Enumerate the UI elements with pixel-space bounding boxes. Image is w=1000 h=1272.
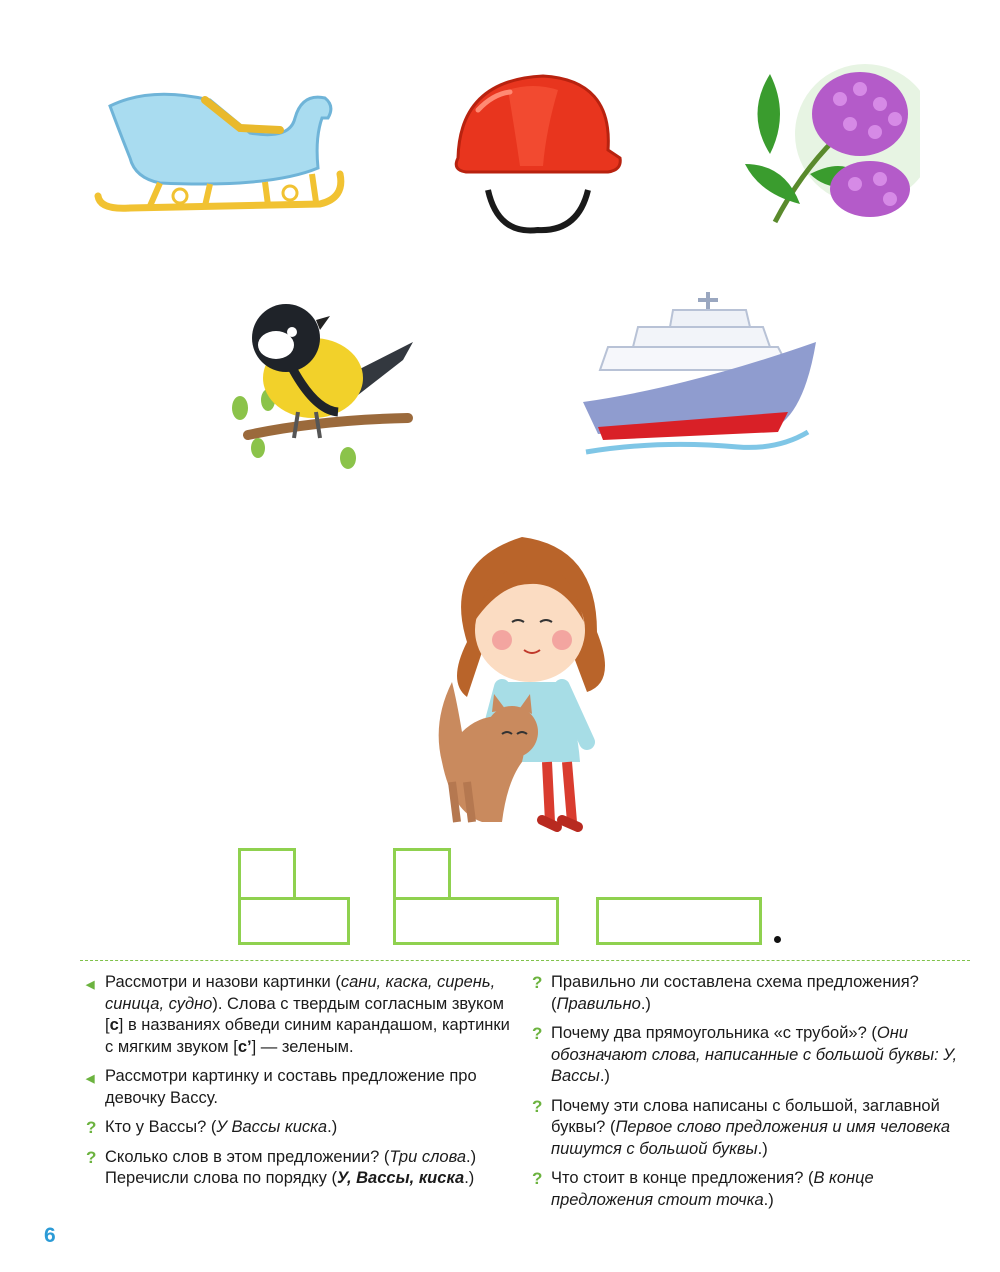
task-text: У Вассы киска	[216, 1118, 328, 1136]
task-text: .)	[464, 1169, 475, 1187]
task-text: Что стоит в конце предложения? (	[551, 1169, 814, 1187]
task-text: ] в названиях обведи синим карандашом, картинки с мягким звуком [	[105, 1016, 510, 1056]
task-item	[86, 1066, 516, 1109]
task-text: ). Слова с твердым согласным звуком [	[105, 994, 504, 1034]
question-mark-icon: ?	[86, 1118, 97, 1137]
sled-image	[90, 78, 355, 218]
scheme-period	[774, 936, 781, 943]
task-item	[532, 1023, 964, 1088]
task-text: .) Перечисли слова по порядку (	[105, 1147, 477, 1187]
scheme-word-2	[393, 897, 559, 945]
task-item	[86, 1147, 516, 1190]
task-text: У, Вассы, киска	[337, 1169, 465, 1187]
task-text: Первое слово предложения и имя человека пишутся с большой буквы	[551, 1118, 951, 1158]
tasks-left-column	[86, 972, 516, 1198]
question-mark-icon: ?	[532, 1024, 543, 1043]
task-text: Правильно	[556, 994, 641, 1013]
task-item	[532, 1168, 964, 1211]
task-text: Сколько слов в этом предложении? (	[105, 1147, 390, 1166]
scheme-word-1	[238, 897, 350, 945]
task-text: В конце предложения стоит точка	[551, 1169, 874, 1209]
page-number: 6	[44, 1224, 56, 1247]
task-text: Правильно ли составлена схема предложения? (	[551, 973, 919, 1013]
task-text: Они обозначают слова, написанные с большой буквы: У, Вассы	[551, 1024, 958, 1085]
task-text: .)	[640, 994, 651, 1013]
task-item	[532, 1096, 964, 1161]
scheme-word-3	[596, 897, 762, 945]
helmet-image	[448, 70, 628, 240]
task-text: Кто у Вассы? (	[105, 1118, 217, 1136]
task-text: Рассмотри и назови картинки (	[105, 973, 341, 991]
task-text: .)	[757, 1139, 768, 1158]
question-mark-icon: ?	[532, 973, 543, 992]
triangle-marker-icon: ◀	[86, 979, 95, 991]
task-text: Почему эти слова написаны с большой, заглавной буквы? (	[551, 1096, 940, 1136]
girl-with-cat-image	[412, 522, 630, 834]
task-text: Три слова	[389, 1147, 467, 1166]
triangle-marker-icon: ◀	[86, 1073, 95, 1085]
task-text: Почему два прямоугольника «с трубой»? (	[551, 1024, 877, 1042]
task-text: с	[109, 1016, 119, 1034]
titmouse-image	[228, 300, 418, 472]
task-item	[532, 972, 964, 1015]
task-item	[86, 972, 516, 1058]
question-mark-icon: ?	[86, 1147, 97, 1167]
ship-image	[578, 282, 818, 464]
divider	[80, 960, 970, 961]
task-text: Рассмотри картинку и составь предложение про девочку Вассу.	[105, 1067, 477, 1107]
task-text: .)	[327, 1118, 338, 1136]
task-text: .)	[599, 1067, 610, 1085]
task-text: с’	[237, 1037, 252, 1056]
question-mark-icon: ?	[532, 1169, 543, 1188]
question-mark-icon: ?	[532, 1096, 543, 1116]
task-text: ] — зеленым.	[251, 1037, 354, 1056]
scheme-word-1-tube	[238, 848, 296, 900]
task-item	[86, 1117, 516, 1139]
task-text: .)	[763, 1190, 774, 1209]
task-text: сани, каска, сирень, синица, судно	[105, 973, 496, 1013]
scheme-word-2-tube	[393, 848, 451, 900]
tasks-right-column	[532, 972, 964, 1219]
lilac-image	[740, 54, 920, 226]
